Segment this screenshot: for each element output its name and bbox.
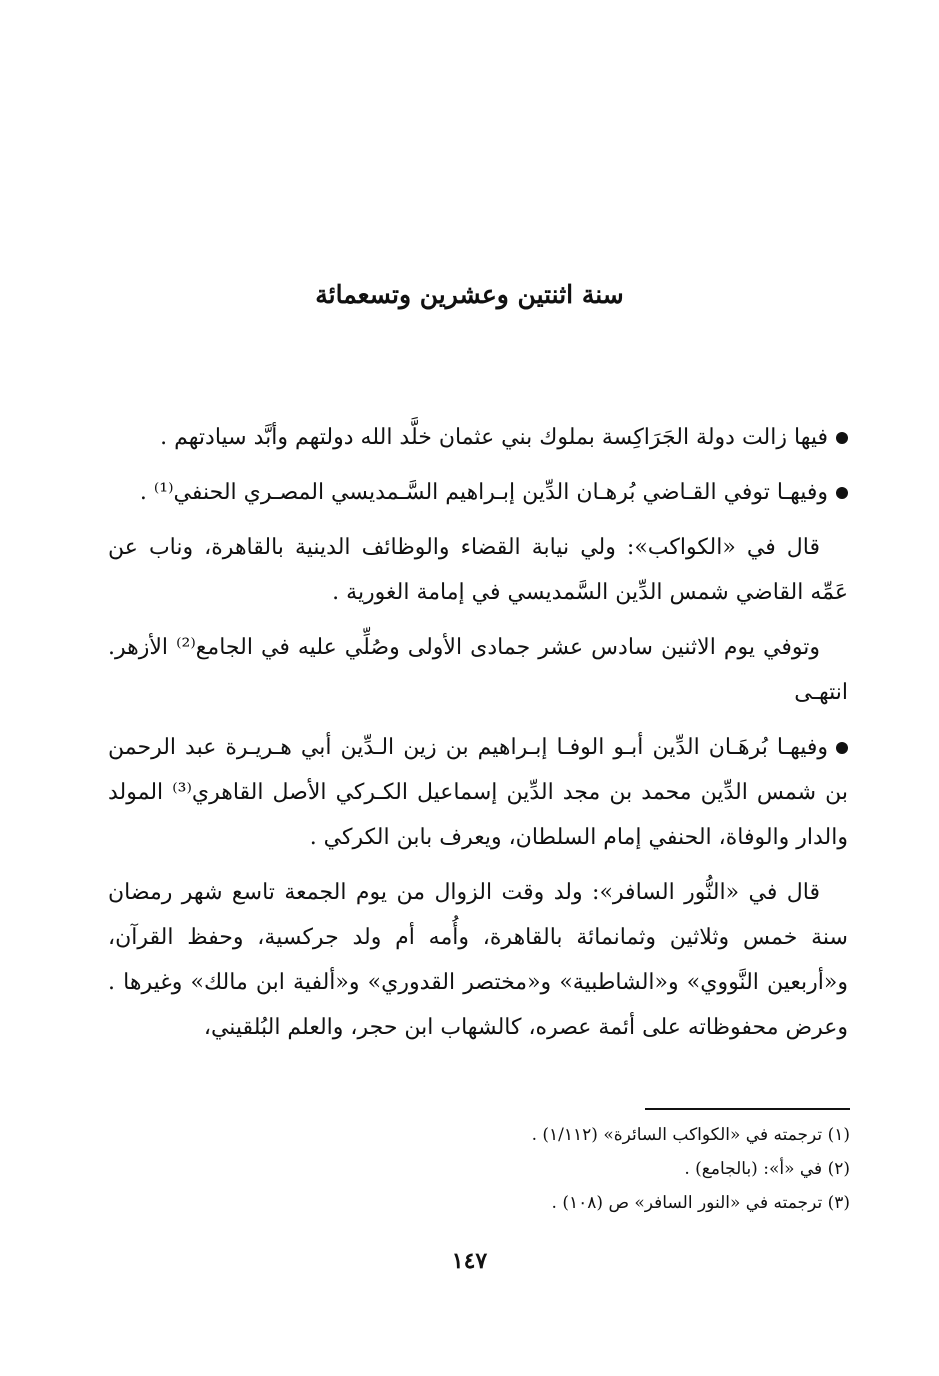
main-text — [108, 415, 848, 1060]
bullet-paragraph — [108, 725, 848, 860]
footnote-3: (٣) ترجمته في «النور السافر» ص (١٠٨) . — [551, 1193, 850, 1213]
paragraph-text: وفيهـا توفي القـاضي بُرهـان الدِّين إبـراهيم السَّـمديسي المصـري الحنفي⁽¹⁾ . — [139, 480, 828, 505]
footnote-2: (٢) في «أ»: (بالجامع) . — [684, 1159, 850, 1179]
quote-paragraph: قال في «الكواكب»: ولي نيابة القضاء والوظائف الدينية بالقاهرة، وناب عن عَمِّه القاضي شمس الدِّين السَّمديسي في إمامة الغورية . — [108, 535, 848, 605]
bullet-icon — [836, 742, 848, 754]
quote-paragraph: قال في «النُّور السافر»: ولد وقت الزوال من يوم الجمعة تاسع شهر رمضان سنة خمس وثلاثين وثمانمائة بالقاهرة، وأُمه أم ولد جركسية، وحفظ القرآن، و«أربعين النَّووي» و«الشاطبية» و«مختصر القدوري» و«ألفية ابن مالك» وغيرها . وعرض محفوظاته على أئمة عصره، كالشهاب ابن حجر، والعلم البُلقيني، — [108, 880, 848, 1040]
page-number: ١٤٧ — [451, 1248, 488, 1274]
bullet-paragraph — [108, 415, 848, 460]
bullet-icon — [836, 432, 848, 444]
bullet-icon — [836, 487, 848, 499]
paragraph-text: فيها زالت دولة الجَرَاكِسة بملوك بني عثمان خلَّد الله دولتهم وأبَّد سيادتهم . — [160, 425, 828, 450]
footnote-1: (١) ترجمته في «الكواكب السائرة» (١/١١٢) . — [531, 1125, 850, 1145]
chapter-title: سنة اثنتين وعشرين وتسعمائة — [315, 280, 624, 309]
footnotes — [300, 1118, 850, 1220]
paragraph: وتوفي يوم الاثنين سادس عشر جمادى الأولى وصُلِّي عليه في الجامع⁽²⁾ الأزهر. انتهـى — [108, 635, 848, 705]
paragraph-text: وفيهـا بُرهَـان الدِّين أبـو الوفـا إبـراهيم بن زين الـدِّين أبي هـريـرة عبد الرحمن بن شمس الدِّين محمد بن مجد الدِّين إسماعيل الكـركي الأصل القاهري⁽³⁾ المولد والدار والوفاة، الحنفي إمام السلطان، ويعرف بابن الكركي . — [108, 735, 849, 850]
footnote-divider — [645, 1108, 850, 1110]
bullet-paragraph — [108, 470, 848, 515]
